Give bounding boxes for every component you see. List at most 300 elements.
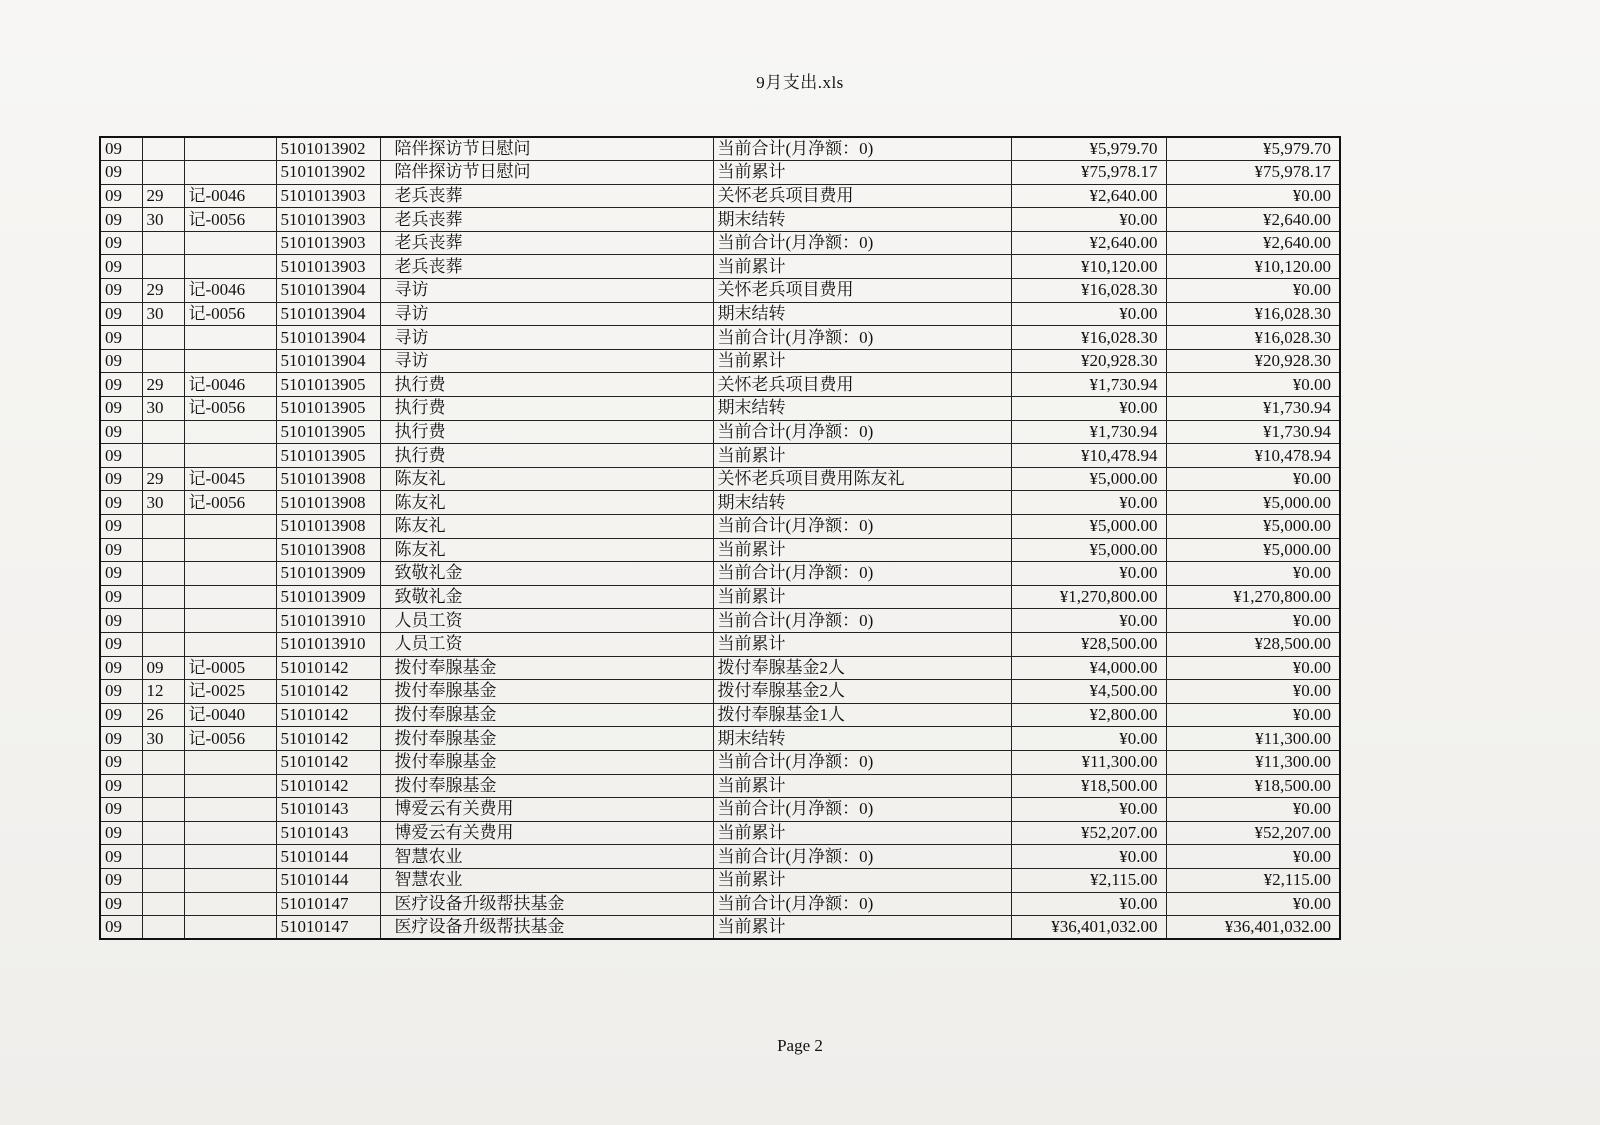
- month-cell: 09: [100, 538, 142, 562]
- summary-cell: 当前合计(月净额：0): [713, 562, 1011, 586]
- day-cell: [142, 161, 184, 185]
- credit-cell: ¥1,730.94: [1166, 397, 1340, 421]
- table-row: [100, 515, 1340, 539]
- account-code-cell: 51010142: [276, 727, 380, 751]
- day-cell: [142, 845, 184, 869]
- table-row: [100, 656, 1340, 680]
- table-row: [100, 562, 1340, 586]
- debit-cell: ¥75,978.17: [1011, 161, 1166, 185]
- month-cell: 09: [100, 656, 142, 680]
- day-cell: [142, 562, 184, 586]
- summary-cell: 拨付奉腺基金1人: [713, 703, 1011, 727]
- debit-cell: ¥36,401,032.00: [1011, 916, 1166, 940]
- month-cell: 09: [100, 632, 142, 656]
- day-cell: 09: [142, 656, 184, 680]
- month-cell: 09: [100, 680, 142, 704]
- table-row: [100, 727, 1340, 751]
- page-number: Page 2: [777, 1036, 823, 1055]
- table-row: [100, 632, 1340, 656]
- day-cell: [142, 585, 184, 609]
- credit-cell: ¥11,300.00: [1166, 750, 1340, 774]
- debit-cell: ¥2,640.00: [1011, 184, 1166, 208]
- month-cell: 09: [100, 892, 142, 916]
- table-row: [100, 845, 1340, 869]
- account-code-cell: 5101013908: [276, 538, 380, 562]
- credit-cell: ¥0.00: [1166, 798, 1340, 822]
- account-code-cell: 5101013908: [276, 515, 380, 539]
- voucher-cell: [184, 916, 276, 940]
- summary-cell: 当前合计(月净额：0): [713, 231, 1011, 255]
- debit-cell: ¥1,730.94: [1011, 420, 1166, 444]
- account-name-cell: 陪伴探访节日慰问: [380, 161, 713, 185]
- month-cell: 09: [100, 868, 142, 892]
- table-row: [100, 231, 1340, 255]
- account-name-cell: 寻访: [380, 326, 713, 350]
- debit-cell: ¥2,640.00: [1011, 231, 1166, 255]
- account-code-cell: 5101013904: [276, 302, 380, 326]
- summary-cell: 当前合计(月净额：0): [713, 137, 1011, 161]
- table-row: [100, 467, 1340, 491]
- summary-cell: 当前累计: [713, 349, 1011, 373]
- month-cell: 09: [100, 750, 142, 774]
- credit-cell: ¥5,979.70: [1166, 137, 1340, 161]
- month-cell: 09: [100, 444, 142, 468]
- account-name-cell: 陪伴探访节日慰问: [380, 137, 713, 161]
- credit-cell: ¥16,028.30: [1166, 302, 1340, 326]
- day-cell: 29: [142, 467, 184, 491]
- credit-cell: ¥0.00: [1166, 680, 1340, 704]
- debit-cell: ¥11,300.00: [1011, 750, 1166, 774]
- account-code-cell: 51010142: [276, 656, 380, 680]
- account-name-cell: 医疗设备升级帮扶基金: [380, 916, 713, 940]
- month-cell: 09: [100, 279, 142, 303]
- credit-cell: ¥0.00: [1166, 845, 1340, 869]
- debit-cell: ¥0.00: [1011, 208, 1166, 232]
- credit-cell: ¥10,120.00: [1166, 255, 1340, 279]
- credit-cell: ¥5,000.00: [1166, 515, 1340, 539]
- voucher-cell: [184, 444, 276, 468]
- day-cell: [142, 231, 184, 255]
- voucher-cell: [184, 255, 276, 279]
- debit-cell: ¥16,028.30: [1011, 279, 1166, 303]
- account-name-cell: 致敬礼金: [380, 562, 713, 586]
- table-row: [100, 420, 1340, 444]
- table-row: [100, 916, 1340, 940]
- account-code-cell: 5101013904: [276, 279, 380, 303]
- credit-cell: ¥20,928.30: [1166, 349, 1340, 373]
- voucher-cell: [184, 609, 276, 633]
- debit-cell: ¥52,207.00: [1011, 821, 1166, 845]
- table-row: [100, 703, 1340, 727]
- voucher-cell: 记-0056: [184, 208, 276, 232]
- table-row: [100, 821, 1340, 845]
- table-row: [100, 892, 1340, 916]
- month-cell: 09: [100, 184, 142, 208]
- account-code-cell: 5101013904: [276, 349, 380, 373]
- day-cell: 29: [142, 279, 184, 303]
- document-title: 9月支出.xls: [756, 73, 844, 92]
- account-name-cell: 人员工资: [380, 632, 713, 656]
- account-code-cell: 5101013910: [276, 609, 380, 633]
- month-cell: 09: [100, 515, 142, 539]
- summary-cell: 当前合计(月净额：0): [713, 845, 1011, 869]
- debit-cell: ¥0.00: [1011, 302, 1166, 326]
- month-cell: 09: [100, 727, 142, 751]
- account-code-cell: 51010142: [276, 750, 380, 774]
- day-cell: 30: [142, 727, 184, 751]
- credit-cell: ¥52,207.00: [1166, 821, 1340, 845]
- voucher-cell: [184, 231, 276, 255]
- debit-cell: ¥20,928.30: [1011, 349, 1166, 373]
- summary-cell: 期末结转: [713, 491, 1011, 515]
- voucher-cell: 记-0005: [184, 656, 276, 680]
- credit-cell: ¥0.00: [1166, 656, 1340, 680]
- day-cell: [142, 916, 184, 940]
- credit-cell: ¥16,028.30: [1166, 326, 1340, 350]
- summary-cell: 当前累计: [713, 585, 1011, 609]
- debit-cell: ¥0.00: [1011, 892, 1166, 916]
- month-cell: 09: [100, 373, 142, 397]
- debit-cell: ¥5,000.00: [1011, 538, 1166, 562]
- month-cell: 09: [100, 326, 142, 350]
- table-row: [100, 161, 1340, 185]
- table-row: [100, 184, 1340, 208]
- account-code-cell: 51010143: [276, 798, 380, 822]
- day-cell: [142, 137, 184, 161]
- voucher-cell: 记-0046: [184, 373, 276, 397]
- account-name-cell: 执行费: [380, 373, 713, 397]
- account-name-cell: 陈友礼: [380, 515, 713, 539]
- credit-cell: ¥5,000.00: [1166, 538, 1340, 562]
- voucher-cell: [184, 798, 276, 822]
- account-name-cell: 致敬礼金: [380, 585, 713, 609]
- voucher-cell: [184, 632, 276, 656]
- voucher-cell: [184, 349, 276, 373]
- day-cell: [142, 420, 184, 444]
- account-code-cell: 51010147: [276, 916, 380, 940]
- voucher-cell: [184, 845, 276, 869]
- day-cell: 30: [142, 397, 184, 421]
- summary-cell: 关怀老兵项目费用: [713, 184, 1011, 208]
- table-row: [100, 208, 1340, 232]
- account-name-cell: 拨付奉腺基金: [380, 727, 713, 751]
- summary-cell: 期末结转: [713, 397, 1011, 421]
- voucher-cell: [184, 585, 276, 609]
- account-code-cell: 5101013908: [276, 491, 380, 515]
- debit-cell: ¥5,979.70: [1011, 137, 1166, 161]
- account-code-cell: 51010142: [276, 774, 380, 798]
- debit-cell: ¥0.00: [1011, 609, 1166, 633]
- credit-cell: ¥0.00: [1166, 703, 1340, 727]
- account-name-cell: 执行费: [380, 420, 713, 444]
- summary-cell: 当前累计: [713, 916, 1011, 940]
- voucher-cell: [184, 750, 276, 774]
- summary-cell: 期末结转: [713, 208, 1011, 232]
- debit-cell: ¥18,500.00: [1011, 774, 1166, 798]
- summary-cell: 当前累计: [713, 774, 1011, 798]
- summary-cell: 关怀老兵项目费用: [713, 373, 1011, 397]
- summary-cell: 期末结转: [713, 727, 1011, 751]
- credit-cell: ¥28,500.00: [1166, 632, 1340, 656]
- debit-cell: ¥10,478.94: [1011, 444, 1166, 468]
- debit-cell: ¥0.00: [1011, 845, 1166, 869]
- account-code-cell: 5101013904: [276, 326, 380, 350]
- table-row: [100, 349, 1340, 373]
- table-row: [100, 538, 1340, 562]
- credit-cell: ¥75,978.17: [1166, 161, 1340, 185]
- table-row: [100, 444, 1340, 468]
- debit-cell: ¥10,120.00: [1011, 255, 1166, 279]
- table-row: [100, 302, 1340, 326]
- account-name-cell: 老兵丧葬: [380, 208, 713, 232]
- account-code-cell: 5101013902: [276, 137, 380, 161]
- summary-cell: 当前合计(月净额：0): [713, 750, 1011, 774]
- month-cell: 09: [100, 491, 142, 515]
- account-name-cell: 陈友礼: [380, 491, 713, 515]
- summary-cell: 当前累计: [713, 821, 1011, 845]
- summary-cell: 拨付奉腺基金2人: [713, 680, 1011, 704]
- account-code-cell: 5101013905: [276, 373, 380, 397]
- table-row: [100, 137, 1340, 161]
- month-cell: 09: [100, 585, 142, 609]
- table-row: [100, 491, 1340, 515]
- account-name-cell: 拨付奉腺基金: [380, 680, 713, 704]
- day-cell: [142, 538, 184, 562]
- debit-cell: ¥2,800.00: [1011, 703, 1166, 727]
- day-cell: [142, 798, 184, 822]
- account-code-cell: 5101013905: [276, 420, 380, 444]
- voucher-cell: [184, 821, 276, 845]
- month-cell: 09: [100, 349, 142, 373]
- month-cell: 09: [100, 774, 142, 798]
- account-code-cell: 51010142: [276, 703, 380, 727]
- table-row: [100, 373, 1340, 397]
- debit-cell: ¥4,500.00: [1011, 680, 1166, 704]
- account-code-cell: 5101013910: [276, 632, 380, 656]
- summary-cell: 期末结转: [713, 302, 1011, 326]
- summary-cell: 当前合计(月净额：0): [713, 892, 1011, 916]
- table-row: [100, 255, 1340, 279]
- voucher-cell: [184, 562, 276, 586]
- account-code-cell: 51010147: [276, 892, 380, 916]
- month-cell: 09: [100, 562, 142, 586]
- voucher-cell: 记-0046: [184, 279, 276, 303]
- account-name-cell: 博爱云有关费用: [380, 798, 713, 822]
- account-code-cell: 51010142: [276, 680, 380, 704]
- month-cell: 09: [100, 137, 142, 161]
- debit-cell: ¥0.00: [1011, 562, 1166, 586]
- table-row: [100, 397, 1340, 421]
- month-cell: 09: [100, 302, 142, 326]
- day-cell: 30: [142, 491, 184, 515]
- voucher-cell: [184, 420, 276, 444]
- table-row: [100, 326, 1340, 350]
- account-code-cell: 5101013902: [276, 161, 380, 185]
- month-cell: 09: [100, 397, 142, 421]
- account-name-cell: 老兵丧葬: [380, 184, 713, 208]
- account-code-cell: 5101013905: [276, 444, 380, 468]
- account-code-cell: 5101013905: [276, 397, 380, 421]
- day-cell: 29: [142, 373, 184, 397]
- voucher-cell: 记-0056: [184, 397, 276, 421]
- account-name-cell: 老兵丧葬: [380, 255, 713, 279]
- day-cell: 30: [142, 302, 184, 326]
- voucher-cell: 记-0056: [184, 302, 276, 326]
- account-name-cell: 陈友礼: [380, 538, 713, 562]
- table-row: [100, 279, 1340, 303]
- account-name-cell: 博爱云有关费用: [380, 821, 713, 845]
- credit-cell: ¥36,401,032.00: [1166, 916, 1340, 940]
- account-code-cell: 51010144: [276, 845, 380, 869]
- credit-cell: ¥0.00: [1166, 562, 1340, 586]
- credit-cell: ¥5,000.00: [1166, 491, 1340, 515]
- voucher-cell: 记-0056: [184, 727, 276, 751]
- credit-cell: ¥2,640.00: [1166, 231, 1340, 255]
- account-code-cell: 51010144: [276, 868, 380, 892]
- summary-cell: 关怀老兵项目费用: [713, 279, 1011, 303]
- debit-cell: ¥1,730.94: [1011, 373, 1166, 397]
- summary-cell: 当前合计(月净额：0): [713, 326, 1011, 350]
- month-cell: 09: [100, 420, 142, 444]
- account-name-cell: 拨付奉腺基金: [380, 656, 713, 680]
- ledger-body: [100, 137, 1340, 939]
- debit-cell: ¥0.00: [1011, 397, 1166, 421]
- voucher-cell: 记-0045: [184, 467, 276, 491]
- day-cell: [142, 821, 184, 845]
- month-cell: 09: [100, 798, 142, 822]
- account-code-cell: 5101013903: [276, 231, 380, 255]
- voucher-cell: 记-0040: [184, 703, 276, 727]
- credit-cell: ¥0.00: [1166, 184, 1340, 208]
- table-row: [100, 680, 1340, 704]
- day-cell: [142, 609, 184, 633]
- summary-cell: 当前合计(月净额：0): [713, 798, 1011, 822]
- day-cell: [142, 892, 184, 916]
- day-cell: [142, 444, 184, 468]
- voucher-cell: 记-0046: [184, 184, 276, 208]
- debit-cell: ¥0.00: [1011, 491, 1166, 515]
- credit-cell: ¥0.00: [1166, 467, 1340, 491]
- account-name-cell: 人员工资: [380, 609, 713, 633]
- day-cell: [142, 774, 184, 798]
- debit-cell: ¥0.00: [1011, 727, 1166, 751]
- month-cell: 09: [100, 467, 142, 491]
- credit-cell: ¥0.00: [1166, 892, 1340, 916]
- summary-cell: 当前累计: [713, 538, 1011, 562]
- account-code-cell: 5101013909: [276, 585, 380, 609]
- voucher-cell: [184, 326, 276, 350]
- day-cell: [142, 326, 184, 350]
- account-name-cell: 寻访: [380, 349, 713, 373]
- ledger-table: [99, 136, 1341, 940]
- summary-cell: 当前累计: [713, 444, 1011, 468]
- account-name-cell: 智慧农业: [380, 845, 713, 869]
- debit-cell: ¥28,500.00: [1011, 632, 1166, 656]
- account-code-cell: 5101013903: [276, 184, 380, 208]
- table-row: [100, 750, 1340, 774]
- account-name-cell: 陈友礼: [380, 467, 713, 491]
- table-row: [100, 868, 1340, 892]
- debit-cell: ¥5,000.00: [1011, 515, 1166, 539]
- credit-cell: ¥0.00: [1166, 279, 1340, 303]
- credit-cell: ¥18,500.00: [1166, 774, 1340, 798]
- voucher-cell: [184, 774, 276, 798]
- day-cell: [142, 349, 184, 373]
- day-cell: [142, 515, 184, 539]
- credit-cell: ¥0.00: [1166, 373, 1340, 397]
- account-name-cell: 寻访: [380, 279, 713, 303]
- day-cell: [142, 632, 184, 656]
- table-row: [100, 798, 1340, 822]
- summary-cell: 当前累计: [713, 161, 1011, 185]
- table-row: [100, 585, 1340, 609]
- voucher-cell: 记-0056: [184, 491, 276, 515]
- month-cell: 09: [100, 821, 142, 845]
- account-name-cell: 拨付奉腺基金: [380, 774, 713, 798]
- account-name-cell: 拨付奉腺基金: [380, 750, 713, 774]
- account-code-cell: 51010143: [276, 821, 380, 845]
- account-name-cell: 执行费: [380, 444, 713, 468]
- voucher-cell: [184, 137, 276, 161]
- debit-cell: ¥5,000.00: [1011, 467, 1166, 491]
- summary-cell: 当前合计(月净额：0): [713, 609, 1011, 633]
- account-name-cell: 智慧农业: [380, 868, 713, 892]
- day-cell: 26: [142, 703, 184, 727]
- credit-cell: ¥11,300.00: [1166, 727, 1340, 751]
- debit-cell: ¥0.00: [1011, 798, 1166, 822]
- month-cell: 09: [100, 231, 142, 255]
- summary-cell: 当前累计: [713, 868, 1011, 892]
- day-cell: [142, 750, 184, 774]
- summary-cell: 拨付奉腺基金2人: [713, 656, 1011, 680]
- month-cell: 09: [100, 703, 142, 727]
- day-cell: 12: [142, 680, 184, 704]
- account-name-cell: 寻访: [380, 302, 713, 326]
- summary-cell: 关怀老兵项目费用陈友礼: [713, 467, 1011, 491]
- month-cell: 09: [100, 916, 142, 940]
- voucher-cell: [184, 892, 276, 916]
- debit-cell: ¥2,115.00: [1011, 868, 1166, 892]
- credit-cell: ¥2,640.00: [1166, 208, 1340, 232]
- voucher-cell: [184, 515, 276, 539]
- credit-cell: ¥1,730.94: [1166, 420, 1340, 444]
- credit-cell: ¥0.00: [1166, 609, 1340, 633]
- month-cell: 09: [100, 161, 142, 185]
- voucher-cell: [184, 161, 276, 185]
- account-name-cell: 医疗设备升级帮扶基金: [380, 892, 713, 916]
- credit-cell: ¥1,270,800.00: [1166, 585, 1340, 609]
- account-name-cell: 老兵丧葬: [380, 231, 713, 255]
- month-cell: 09: [100, 845, 142, 869]
- debit-cell: ¥4,000.00: [1011, 656, 1166, 680]
- debit-cell: ¥1,270,800.00: [1011, 585, 1166, 609]
- account-code-cell: 5101013903: [276, 255, 380, 279]
- month-cell: 09: [100, 255, 142, 279]
- credit-cell: ¥2,115.00: [1166, 868, 1340, 892]
- day-cell: 29: [142, 184, 184, 208]
- debit-cell: ¥16,028.30: [1011, 326, 1166, 350]
- account-name-cell: 执行费: [380, 397, 713, 421]
- voucher-cell: [184, 538, 276, 562]
- account-code-cell: 5101013908: [276, 467, 380, 491]
- day-cell: [142, 255, 184, 279]
- summary-cell: 当前累计: [713, 255, 1011, 279]
- summary-cell: 当前合计(月净额：0): [713, 515, 1011, 539]
- account-code-cell: 5101013903: [276, 208, 380, 232]
- month-cell: 09: [100, 609, 142, 633]
- day-cell: [142, 868, 184, 892]
- table-row: [100, 774, 1340, 798]
